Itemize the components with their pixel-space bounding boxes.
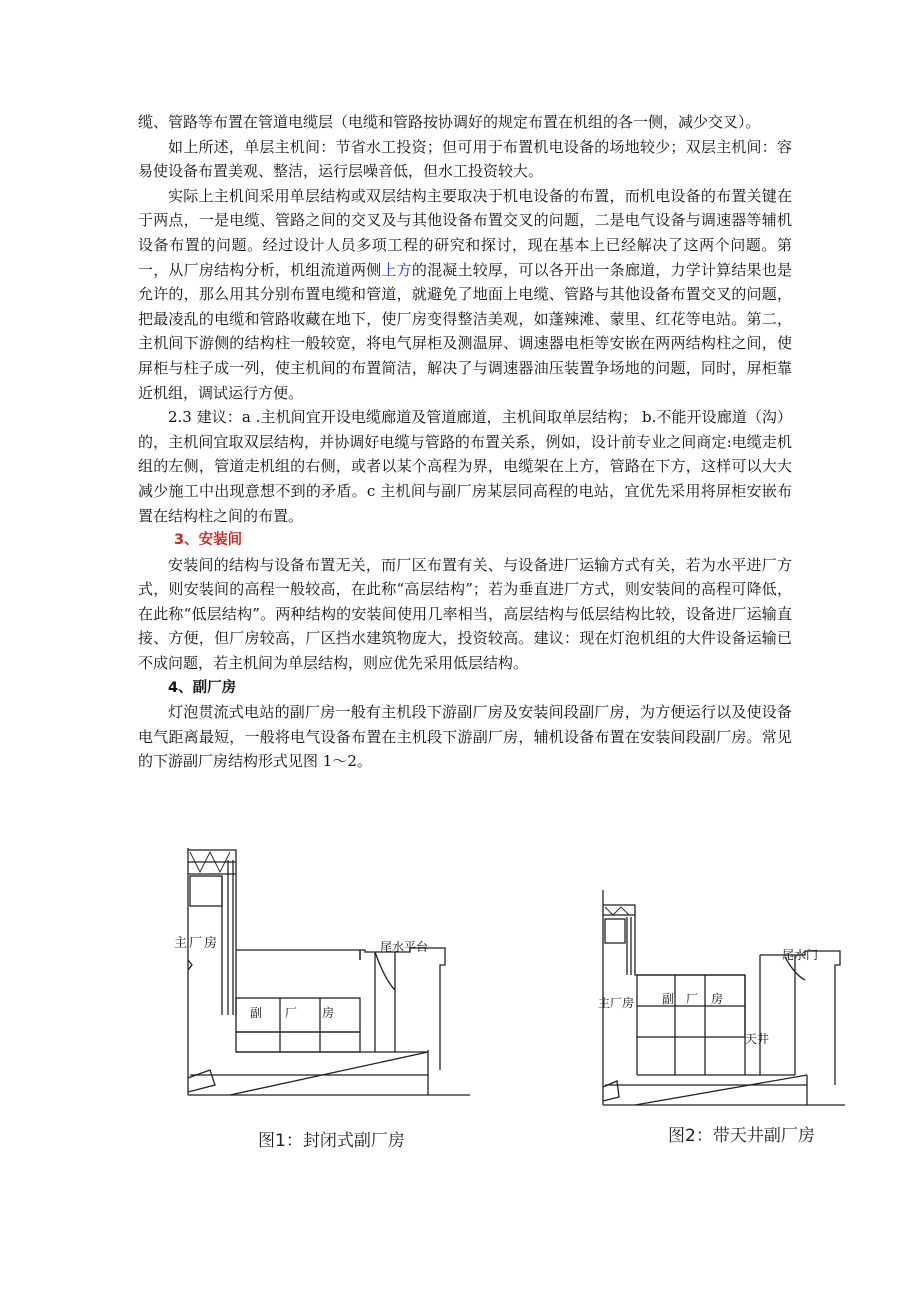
paragraph-aux-building: 灯泡贯流式电站的副厂房一般有主机段下游副厂房及安装间段副厂房，为方便运行以及使设备电气距离最短，一般将电气设备布置在主机段下游副厂房，辅机设备布置在安装间段副厂房。常见的下游副厂房结构形式见图 1～2。: [138, 703, 792, 771]
fig2-shaft-label-1: 天: [745, 1032, 758, 1046]
fig2-aux-label-3: 房: [711, 992, 724, 1006]
paragraph-part-b: 的混凝土较厚，可以各开出一条廊道，力学计算结果也是允许的，那么用其分别布置电缆和管道，就避免了地面上电缆、管路与其他设备布置交叉的问题，把最凌乱的电缆和管路收藏在地下，使厂房变得整洁美观，如蓬辣滩、蒙里、红花等电站。第二，主机间下游侧的结构柱一般较宽，将电气屏柜及测温屏、调速器电柜等安嵌在两两结构柱之间，使屏柜与柱子成一列，使主机间的布置简洁，解决了与调速器油压装置争场地的问题，同时，屏柜靠近机组，调试运行方便。: [138, 260, 792, 402]
paragraph-cable-layer: 缆、管路等布置在管道电缆层（电缆和管路按协调好的规定布置在机组的各一侧，减少交叉）。: [138, 113, 761, 131]
paragraph-installation: 安装间的结构与设备布置无关，而厂区布置有关、与设备进厂运输方式有关，若为水平进厂方式，则安装间的高程一般较高，在此称“高层结构”；若为垂直进厂方式，则安装间的高程可降低，在此称“低层结构”。两种结构的安装间使用几率相当，高层结构与低层结构比较，设备进厂运输直接、方便，但厂房较高，厂区挡水建筑物庞大，投资较高。建议：现在灯泡机组的大件设备运输已不成问题，若主机间为单层结构，则应优先采用低层结构。: [138, 555, 792, 673]
fig2-aux-label-2: 厂: [686, 992, 699, 1006]
fig2-gate-label: 尾水门: [782, 948, 819, 962]
figure-1-drawing: [170, 840, 470, 1160]
fig1-platform-label: 尾水平台: [380, 940, 429, 954]
paragraph-single-double: 如上所述，单层主机间：节省水工投资；但可用于布置机电设备的场地较少；双层主机间：容易使设备布置美观、整洁，运行层噪音低，但水工投资较大。: [138, 137, 792, 181]
paragraph-part-a: 实际上主机间采用单层结构或双层结构主要取决于机电设备的布置，而机电设备的布置关键在于两点，一是电缆、管路之间的交叉及与其他设备布置交叉的问题，二是电气设备与调速器等辅机设备布置的问题。经过设计人员多项工程的研究和探讨，现在基本上已经解决了这两个问题。第一，从厂房结构分析，机组流道两侧: [138, 186, 792, 279]
fig1-aux-label-1: 副: [250, 1006, 263, 1020]
fig2-shaft-label-2: 井: [757, 1032, 770, 1046]
section-heading-aux-building: 4、副厂房: [168, 679, 237, 696]
fig2-aux-label-1: 副: [662, 992, 675, 1006]
fig1-main-label-2: 厂: [189, 936, 203, 951]
section-heading-installation: 3、安装间: [174, 532, 243, 549]
body-text: [138, 110, 792, 774]
fig1-aux-label-2: 厂: [285, 1006, 298, 1020]
fig1-main-label-3: 房: [204, 936, 218, 951]
fig1-main-label-1: 主: [174, 936, 188, 951]
figure-1-caption: 图1：封闭式副厂房: [258, 1131, 405, 1151]
figure-2-caption: 图2：带天井副厂房: [668, 1126, 815, 1146]
paragraph-suggestion: 2.3 建议：a .主机间宜开设电缆廊道及管道廊道，主机间取单层结构； b.不能开设廊道（沟）的，主机间宜取双层结构，并协调好电缆与管路的布置关系，例如，设计前专业之间商定:电缆走机组的左侧，管道走机组的右侧，或者以某个高程为界，电缆架在上方，管路在下方，这样可以大大减少施工中出现意想不到的矛盾。c 主机间与副厂房某层同高程的电站，宜优先采用将屏柜安嵌布置在结构柱之间的布置。: [138, 408, 792, 525]
fig1-aux-label-3: 房: [322, 1006, 335, 1020]
fig2-main-label: 主厂房: [598, 996, 635, 1010]
paragraph-structure-analysis: [138, 184, 792, 405]
link-above[interactable]: 上方: [381, 260, 412, 279]
